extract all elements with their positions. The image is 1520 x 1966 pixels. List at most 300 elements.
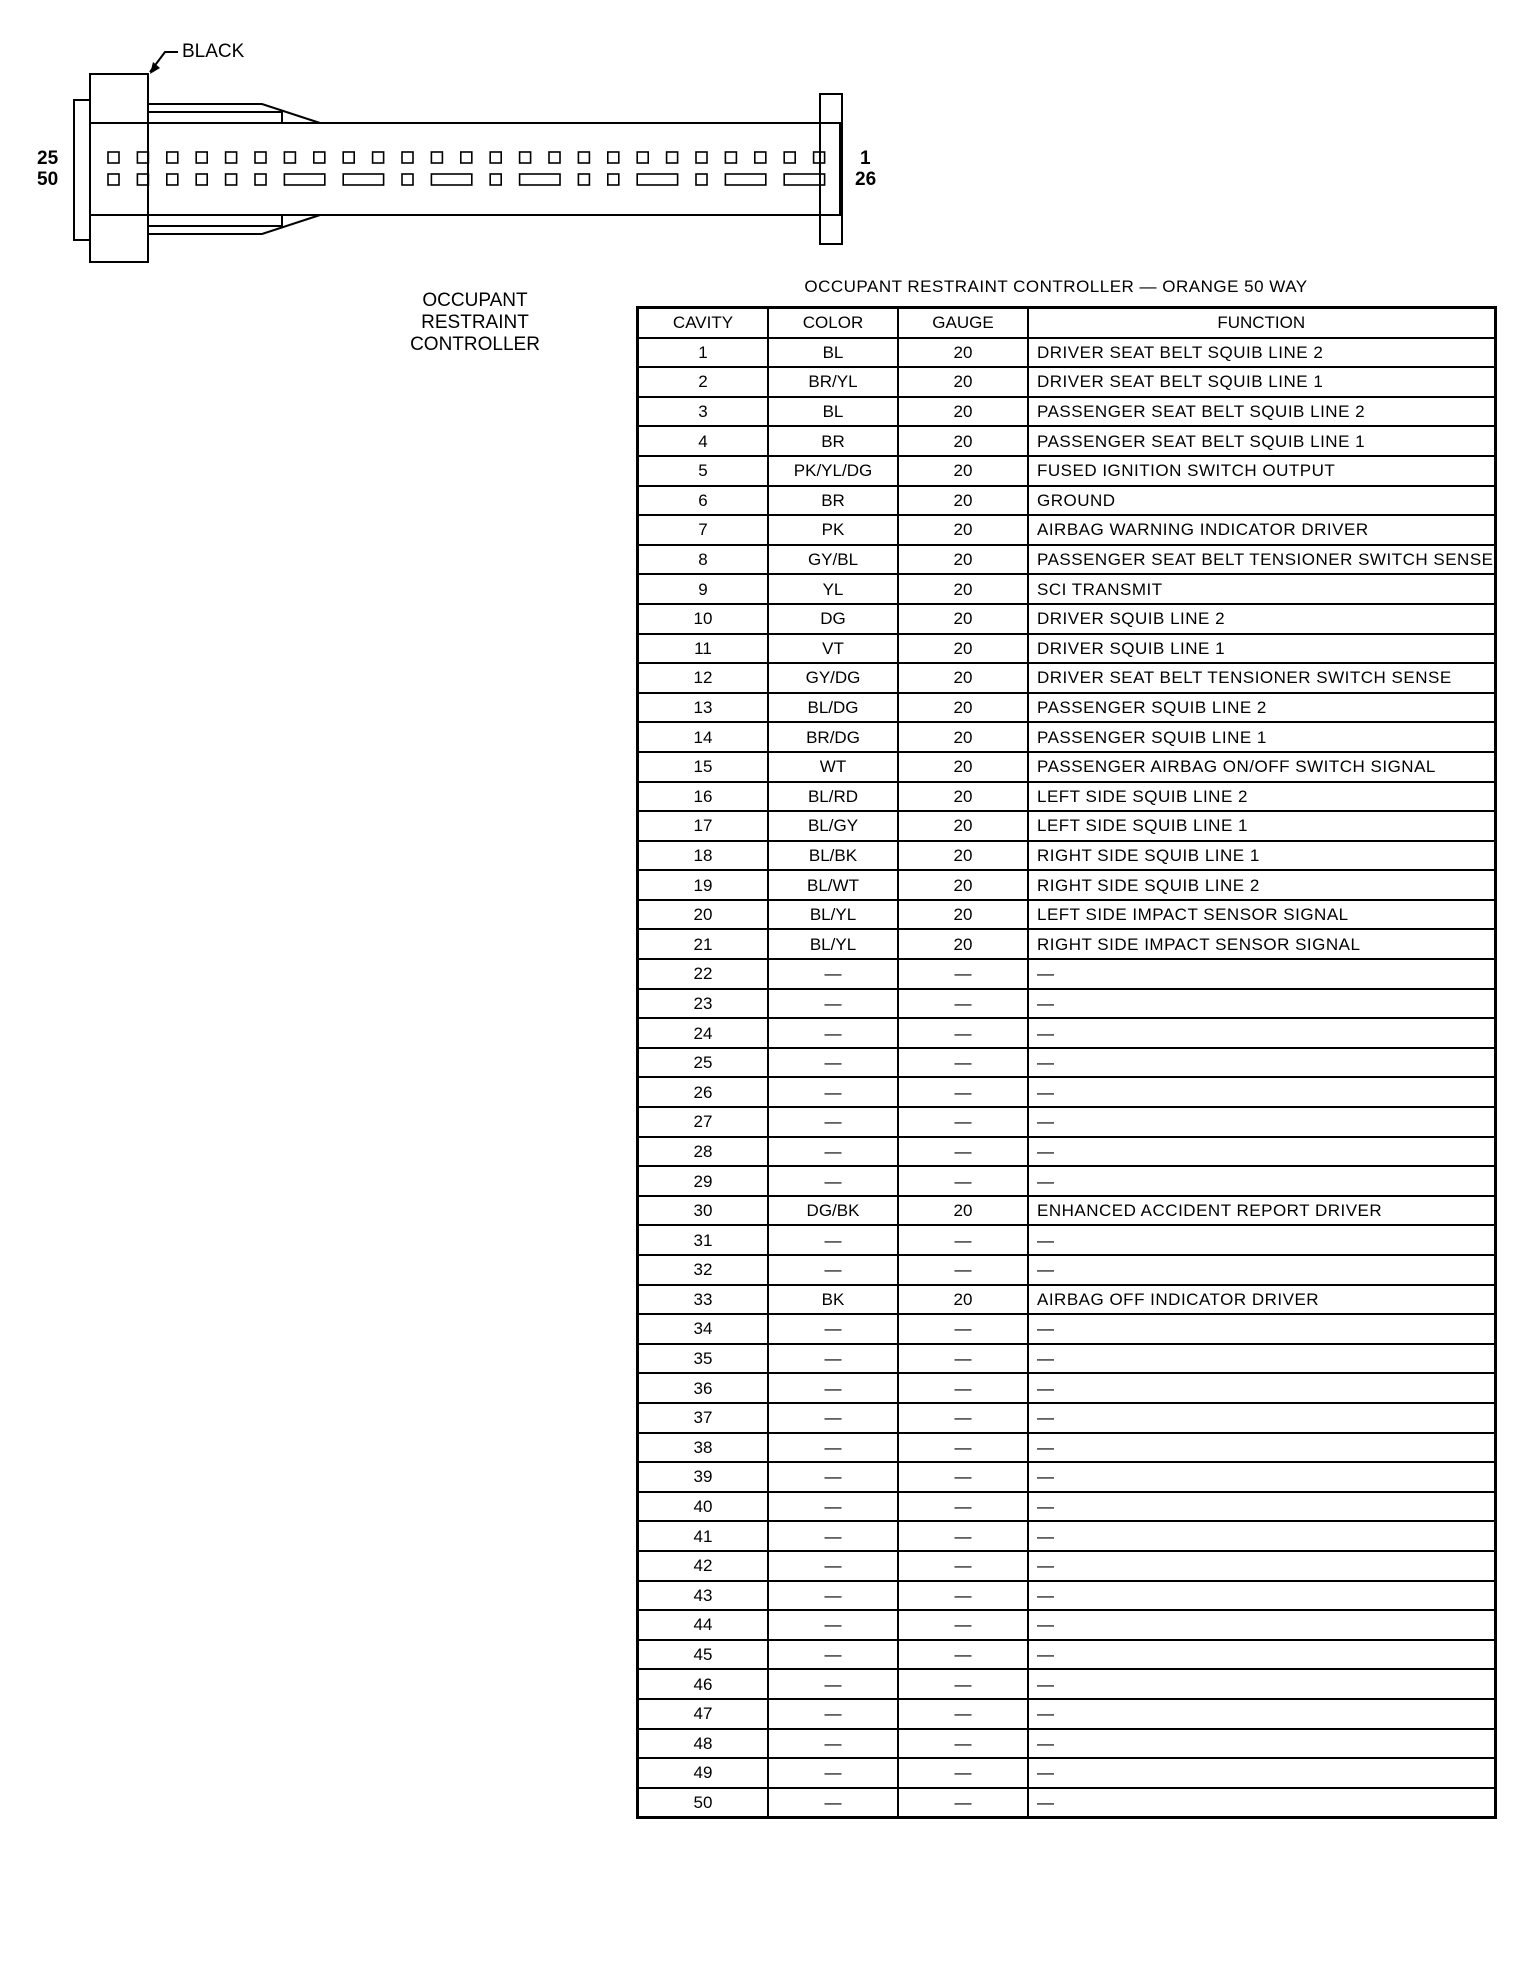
pin-cavity-top [578,152,589,163]
function-cell: — [1028,1492,1495,1522]
color-cell: — [768,1433,898,1463]
gauge-cell: 20 [898,338,1028,368]
component-label [380,290,570,356]
color-cell: — [768,1107,898,1137]
color-cell: BR/DG [768,722,898,752]
cavity-cell: 49 [638,1758,769,1788]
gauge-cell: 20 [898,811,1028,841]
gauge-cell: — [898,1521,1028,1551]
gauge-cell: 20 [898,752,1028,782]
table-row [638,426,1496,456]
pin-cavity-top [755,152,766,163]
table-row [638,1640,1496,1670]
table-row [638,1403,1496,1433]
table-row [638,1521,1496,1551]
pin-cavity-bottom [137,174,148,185]
gauge-cell: — [898,1344,1028,1374]
table-row [638,1373,1496,1403]
function-cell: PASSENGER SQUIB LINE 1 [1028,722,1495,752]
pin-cavity-bottom [490,174,501,185]
cavity-cell: 6 [638,486,769,516]
table-body [638,338,1496,1818]
gauge-cell: 20 [898,397,1028,427]
gauge-cell: 20 [898,426,1028,456]
gauge-cell: 20 [898,634,1028,664]
pin-label-bottom-right: 26 [855,169,877,190]
cavity-cell: 44 [638,1610,769,1640]
table-row [638,338,1496,368]
function-cell: — [1028,1137,1495,1167]
function-cell: ENHANCED ACCIDENT REPORT DRIVER [1028,1196,1495,1226]
component-label-line: RESTRAINT [421,312,529,333]
table-title: OCCUPANT RESTRAINT CONTROLLER — ORANGE 50 WAY [804,277,1308,296]
gauge-cell: — [898,1729,1028,1759]
color-cell: BL/BK [768,841,898,871]
cavity-cell: 35 [638,1344,769,1374]
color-cell: BL [768,338,898,368]
pin-cavity-bottom [578,174,589,185]
function-cell: — [1028,1373,1495,1403]
pin-cavity-bottom [520,174,560,185]
pin-cavity-top [284,152,295,163]
cavity-cell: 5 [638,456,769,486]
table-row [638,870,1496,900]
header-gauge: GAUGE [898,308,1028,338]
color-cell: — [768,1669,898,1699]
color-cell: PK/YL/DG [768,456,898,486]
cavity-cell: 48 [638,1729,769,1759]
table-row [638,929,1496,959]
gauge-cell: — [898,989,1028,1019]
cavity-cell: 3 [638,397,769,427]
cavity-cell: 12 [638,663,769,693]
cavity-cell: 18 [638,841,769,871]
pin-cavity-top [667,152,678,163]
table-row [638,959,1496,989]
cavity-cell: 14 [638,722,769,752]
cavity-cell: 26 [638,1077,769,1107]
function-cell: DRIVER SQUIB LINE 1 [1028,634,1495,664]
table-row [638,456,1496,486]
pin-cavity-top [725,152,736,163]
color-cell: BL/WT [768,870,898,900]
pin-cavity-top [431,152,442,163]
gauge-cell: — [898,1107,1028,1137]
color-cell: — [768,1758,898,1788]
cavity-cell: 2 [638,367,769,397]
table-row [638,1314,1496,1344]
color-cell: BL/DG [768,693,898,723]
cavity-cell: 21 [638,929,769,959]
gauge-cell: 20 [898,545,1028,575]
function-cell: — [1028,1521,1495,1551]
color-cell: — [768,959,898,989]
pin-cavity-top [314,152,325,163]
table-row [638,1285,1496,1315]
cavity-cell: 25 [638,1048,769,1078]
pin-cavities [108,152,825,185]
housing-color-label: BLACK [182,41,245,62]
function-cell: FUSED IGNITION SWITCH OUTPUT [1028,456,1495,486]
table-row [638,1788,1496,1818]
table-row [638,1048,1496,1078]
function-cell: AIRBAG WARNING INDICATOR DRIVER [1028,515,1495,545]
pin-cavity-top [255,152,266,163]
color-cell: — [768,1344,898,1374]
pin-cavity-top [137,152,148,163]
table-row [638,782,1496,812]
color-cell: BL [768,397,898,427]
gauge-cell: — [898,1018,1028,1048]
function-cell: DRIVER SEAT BELT SQUIB LINE 1 [1028,367,1495,397]
gauge-cell: — [898,1137,1028,1167]
cavity-cell: 17 [638,811,769,841]
component-label-line: OCCUPANT [422,290,528,311]
gauge-cell: — [898,1669,1028,1699]
function-cell: — [1028,1225,1495,1255]
pin-cavity-bottom [402,174,413,185]
color-cell: — [768,1373,898,1403]
color-cell: — [768,1137,898,1167]
table-row [638,1581,1496,1611]
function-cell: GROUND [1028,486,1495,516]
cavity-cell: 40 [638,1492,769,1522]
function-cell: — [1028,1669,1495,1699]
function-cell: PASSENGER SEAT BELT SQUIB LINE 2 [1028,397,1495,427]
gauge-cell: — [898,1699,1028,1729]
table-row [638,1077,1496,1107]
function-cell: — [1028,1581,1495,1611]
color-cell: BR [768,426,898,456]
color-cell: BL/GY [768,811,898,841]
color-cell: — [768,1581,898,1611]
pin-cavity-bottom [108,174,119,185]
color-cell: PK [768,515,898,545]
gauge-cell: — [898,1048,1028,1078]
cavity-cell: 16 [638,782,769,812]
color-cell: — [768,1314,898,1344]
color-cell: WT [768,752,898,782]
cavity-cell: 43 [638,1581,769,1611]
function-cell: PASSENGER AIRBAG ON/OFF SWITCH SIGNAL [1028,752,1495,782]
function-cell: — [1028,1462,1495,1492]
color-cell: — [768,1551,898,1581]
cavity-cell: 50 [638,1788,769,1818]
gauge-cell: 20 [898,604,1028,634]
gauge-cell: — [898,1640,1028,1670]
cavity-cell: 42 [638,1551,769,1581]
gauge-cell: — [898,1581,1028,1611]
gauge-cell: 20 [898,900,1028,930]
table-row [638,515,1496,545]
pin-cavity-bottom [608,174,619,185]
color-cell: GY/DG [768,663,898,693]
color-cell: YL [768,574,898,604]
cavity-cell: 7 [638,515,769,545]
cavity-cell: 11 [638,634,769,664]
gauge-cell: — [898,1758,1028,1788]
connector-body [90,123,840,215]
gauge-cell: 20 [898,486,1028,516]
gauge-cell: — [898,1077,1028,1107]
gauge-cell: 20 [898,456,1028,486]
color-cell: DG [768,604,898,634]
pin-cavity-bottom [637,174,677,185]
function-cell: — [1028,1758,1495,1788]
gauge-cell: — [898,1225,1028,1255]
table-row [638,841,1496,871]
pin-cavity-bottom [343,174,383,185]
color-cell: BL/YL [768,900,898,930]
table-row [638,1433,1496,1463]
cavity-cell: 24 [638,1018,769,1048]
table-row [638,1225,1496,1255]
table-row [638,1166,1496,1196]
pin-label-top-left: 25 [37,148,59,169]
header-cavity: CAVITY [638,308,769,338]
function-cell: LEFT SIDE IMPACT SENSOR SIGNAL [1028,900,1495,930]
component-label-line: CONTROLLER [410,334,540,355]
gauge-cell: 20 [898,841,1028,871]
cavity-cell: 29 [638,1166,769,1196]
table-row [638,989,1496,1019]
table-row [638,1610,1496,1640]
cavity-cell: 1 [638,338,769,368]
function-cell: — [1028,1255,1495,1285]
table-row [638,1018,1496,1048]
function-cell: RIGHT SIDE IMPACT SENSOR SIGNAL [1028,929,1495,959]
cavity-cell: 19 [638,870,769,900]
cavity-cell: 13 [638,693,769,723]
pin-cavity-top [226,152,237,163]
gauge-cell: — [898,1166,1028,1196]
pin-cavity-bottom [431,174,471,185]
pin-cavity-top [549,152,560,163]
color-cell: — [768,1492,898,1522]
pin-cavity-bottom [696,174,707,185]
table-row [638,1551,1496,1581]
color-cell: — [768,1729,898,1759]
table-row [638,604,1496,634]
cavity-cell: 47 [638,1699,769,1729]
table-row [638,722,1496,752]
color-cell: — [768,1699,898,1729]
cavity-cell: 31 [638,1225,769,1255]
header-color: COLOR [768,308,898,338]
color-cell: — [768,1166,898,1196]
cavity-cell: 45 [638,1640,769,1670]
table-row [638,1492,1496,1522]
color-cell: BR [768,486,898,516]
function-cell: — [1028,1077,1495,1107]
arrow-head-icon [150,62,160,74]
cavity-cell: 9 [638,574,769,604]
color-cell: BL/YL [768,929,898,959]
table-row [638,574,1496,604]
function-cell: — [1028,1166,1495,1196]
gauge-cell: — [898,1492,1028,1522]
pinout-table [636,306,1497,1819]
function-cell: RIGHT SIDE SQUIB LINE 1 [1028,841,1495,871]
table-header-row [638,308,1496,338]
cavity-cell: 36 [638,1373,769,1403]
table-row [638,545,1496,575]
cavity-cell: 46 [638,1669,769,1699]
function-cell: PASSENGER SQUIB LINE 2 [1028,693,1495,723]
table-row [638,1758,1496,1788]
color-cell: — [768,1462,898,1492]
cavity-cell: 23 [638,989,769,1019]
color-cell: — [768,1018,898,1048]
pin-cavity-top [167,152,178,163]
cavity-cell: 27 [638,1107,769,1137]
table-row [638,752,1496,782]
pin-cavity-bottom [196,174,207,185]
function-cell: PASSENGER SEAT BELT TENSIONER SWITCH SENSE [1028,545,1495,575]
function-cell: — [1028,1610,1495,1640]
gauge-cell: 20 [898,1285,1028,1315]
function-cell: — [1028,1640,1495,1670]
function-cell: — [1028,1729,1495,1759]
gauge-cell: 20 [898,782,1028,812]
color-cell: — [768,1255,898,1285]
connector-latch [90,74,148,262]
function-cell: — [1028,1048,1495,1078]
gauge-cell: — [898,1255,1028,1285]
gauge-cell: 20 [898,1196,1028,1226]
color-cell: — [768,1788,898,1818]
gauge-cell: 20 [898,515,1028,545]
cavity-cell: 41 [638,1521,769,1551]
cavity-cell: 22 [638,959,769,989]
pin-cavity-top [784,152,795,163]
cavity-cell: 34 [638,1314,769,1344]
function-cell: — [1028,1403,1495,1433]
function-cell: — [1028,1314,1495,1344]
cavity-cell: 39 [638,1462,769,1492]
pin-label-top-right: 1 [860,148,871,169]
gauge-cell: 20 [898,870,1028,900]
cavity-cell: 37 [638,1403,769,1433]
cavity-cell: 28 [638,1137,769,1167]
cavity-cell: 32 [638,1255,769,1285]
cavity-cell: 4 [638,426,769,456]
pin-cavity-top [108,152,119,163]
cavity-cell: 30 [638,1196,769,1226]
gauge-cell: — [898,1373,1028,1403]
pin-cavity-top [490,152,501,163]
pin-cavity-top [343,152,354,163]
connector-lower-shroud [148,215,320,234]
color-cell: — [768,1610,898,1640]
function-cell: DRIVER SQUIB LINE 2 [1028,604,1495,634]
color-cell: — [768,1077,898,1107]
function-cell: — [1028,1433,1495,1463]
color-cell: VT [768,634,898,664]
gauge-cell: — [898,1788,1028,1818]
connector-upper-shroud [148,104,320,123]
gauge-cell: 20 [898,929,1028,959]
table-row [638,1344,1496,1374]
gauge-cell: — [898,1551,1028,1581]
color-cell: BK [768,1285,898,1315]
table-row [638,1107,1496,1137]
gauge-cell: 20 [898,693,1028,723]
gauge-cell: — [898,1433,1028,1463]
function-cell: — [1028,1344,1495,1374]
function-cell: AIRBAG OFF INDICATOR DRIVER [1028,1285,1495,1315]
table-row [638,397,1496,427]
color-cell: BL/RD [768,782,898,812]
color-cell: BR/YL [768,367,898,397]
gauge-cell: 20 [898,367,1028,397]
function-cell: PASSENGER SEAT BELT SQUIB LINE 1 [1028,426,1495,456]
pin-cavity-bottom [284,174,324,185]
function-cell: — [1028,1699,1495,1729]
header-function: FUNCTION [1028,308,1495,338]
connector-diagram [0,0,900,275]
gauge-cell: — [898,959,1028,989]
function-cell: — [1028,1018,1495,1048]
pin-cavity-top [461,152,472,163]
table-row [638,663,1496,693]
color-cell: — [768,1225,898,1255]
pin-label-bottom-left: 50 [37,169,59,190]
pin-cavity-top [637,152,648,163]
gauge-cell: — [898,1403,1028,1433]
pin-cavity-bottom [255,174,266,185]
pin-cavity-top [608,152,619,163]
function-cell: — [1028,989,1495,1019]
cavity-cell: 38 [638,1433,769,1463]
function-cell: — [1028,959,1495,989]
table-row [638,1255,1496,1285]
gauge-cell: 20 [898,722,1028,752]
table-row [638,693,1496,723]
color-cell: GY/BL [768,545,898,575]
function-cell: DRIVER SEAT BELT TENSIONER SWITCH SENSE [1028,663,1495,693]
gauge-cell: 20 [898,574,1028,604]
color-cell: — [768,1403,898,1433]
function-cell: LEFT SIDE SQUIB LINE 1 [1028,811,1495,841]
table-row [638,1462,1496,1492]
pin-cavity-top [520,152,531,163]
color-cell: — [768,1048,898,1078]
color-cell: — [768,989,898,1019]
color-cell: DG/BK [768,1196,898,1226]
function-cell: — [1028,1107,1495,1137]
table-row [638,811,1496,841]
connector-left-tab [74,100,90,240]
table-row [638,1137,1496,1167]
connector-right-flange [820,94,842,244]
color-cell: — [768,1521,898,1551]
cavity-cell: 33 [638,1285,769,1315]
table-row [638,367,1496,397]
function-cell: SCI TRANSMIT [1028,574,1495,604]
function-cell: — [1028,1551,1495,1581]
cavity-cell: 20 [638,900,769,930]
pin-cavity-bottom [784,174,824,185]
cavity-cell: 15 [638,752,769,782]
table-row [638,1699,1496,1729]
cavity-cell: 8 [638,545,769,575]
table-row [638,486,1496,516]
gauge-cell: — [898,1610,1028,1640]
table-row [638,1669,1496,1699]
function-cell: — [1028,1788,1495,1818]
pin-cavity-top [696,152,707,163]
